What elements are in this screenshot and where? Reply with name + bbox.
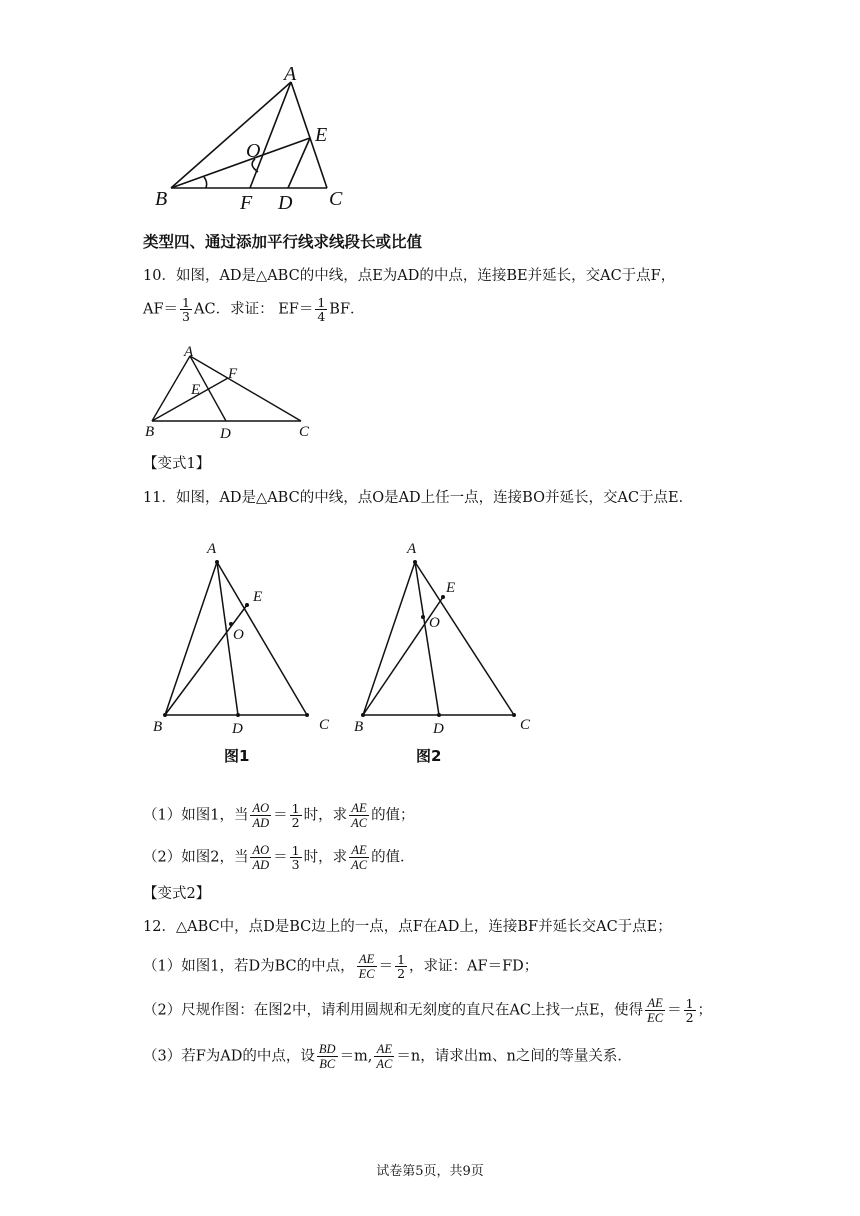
fraction: $\frac{BD}{BC}$ (318, 1042, 336, 1071)
fig1-caption: 图1 (224, 747, 250, 765)
label-E: E (191, 382, 201, 398)
q12-part2 (143, 996, 712, 1025)
label-C: C (319, 717, 330, 733)
section-heading: 类型四、通过添加平行线求线段长或比值 (143, 233, 423, 251)
part-suffix: 的值； (371, 807, 415, 824)
part-suffix: 的值． (371, 849, 415, 866)
part-suffix: ＝n，请求出m、n之间的等量关系． (396, 1048, 632, 1065)
label-O: O (233, 627, 244, 643)
q10-cond-lhs: AF＝ (143, 301, 179, 318)
equals: ＝ (378, 958, 394, 975)
figure-q11-fig2-svg (350, 535, 550, 775)
q12-line1 (143, 916, 672, 938)
q11-number: 11． (143, 490, 176, 506)
q12-part1 (143, 952, 538, 981)
q10-line2 (143, 296, 365, 323)
part-prefix: （1）如图1，当 (143, 807, 249, 824)
label-C: C (329, 188, 343, 210)
label-D: D (220, 426, 231, 442)
label-O: O (246, 140, 261, 162)
fraction: $\frac{AE}{EC}$ (647, 996, 664, 1025)
figure-q11-fig2 (350, 535, 550, 779)
fraction: $\frac{AE}{EC}$ (358, 952, 375, 981)
q12-part3 (143, 1042, 632, 1071)
variant2-label: 【变式2】 (143, 886, 211, 902)
q11-part1 (143, 801, 415, 830)
label-C: C (520, 717, 531, 733)
label-B: B (354, 719, 364, 735)
fraction: $\frac{1}{3}$ (291, 843, 300, 872)
q11-text: 如图，AD是△ABC的中线，点O是AD上任一点，连接BO并延长，交AC于点E． (175, 490, 694, 506)
figure-top-triangle (140, 65, 360, 219)
q10-intro: 如图，AD是△ABC的中线，点E为AD的中点，连接BE并延长，交AC于点F， (175, 268, 676, 284)
fraction: $\frac{AE}{AC}$ (376, 1042, 393, 1071)
part-prefix: （3）若F为AD的中点，设 (143, 1048, 315, 1065)
fig2-caption: 图2 (416, 747, 442, 765)
fraction: $\frac{1}{2}$ (397, 952, 406, 981)
q11-part2 (143, 843, 415, 872)
fraction: $\frac{AO}{AD}$ (252, 801, 270, 830)
label-D: D (232, 721, 243, 737)
q11-line1 (143, 487, 693, 509)
part-suffix: ，求证：AF＝FD； (409, 958, 539, 975)
part-prefix: （2）如图2，当 (143, 849, 249, 866)
figure-q11-fig1-svg (150, 535, 350, 775)
label-E: E (253, 589, 263, 605)
label-A: A (407, 541, 417, 557)
label-F: F (228, 366, 238, 382)
part-mid: 时，求 (303, 807, 348, 824)
q10-eq-rhs: BF． (329, 301, 365, 318)
part-mid: ＝m, (339, 1048, 373, 1065)
fraction: $\frac{AE}{AC}$ (351, 843, 368, 872)
equals: ＝ (667, 1002, 682, 1019)
label-B: B (153, 719, 163, 735)
q10-cond-rhs: AC．求证： (194, 301, 274, 318)
label-B: B (155, 188, 168, 210)
fraction: $\frac{AO}{AD}$ (252, 843, 270, 872)
q10-number: 10． (143, 268, 176, 284)
page-footer: 试卷第5页，共9页 (376, 1164, 484, 1179)
label-D: D (433, 721, 444, 737)
label-D: D (278, 192, 293, 214)
q10-line1 (143, 265, 675, 287)
label-A: A (284, 63, 297, 85)
fraction: $\frac{1}{2}$ (291, 801, 300, 830)
label-C: C (299, 424, 310, 440)
label-A: A (207, 541, 217, 557)
part-prefix: （2）尺规作图：在图2中，请利用圆规和无刻度的直尺在AC上找一点E，使得 (143, 1002, 644, 1019)
fraction: $\frac{1}{4}$ (317, 295, 326, 324)
figure-q10-svg (140, 340, 330, 445)
q12-text: △ABC中，点D是BC边上的一点，点F在AD上，连接BF并延长交AC于点E； (175, 919, 672, 935)
q12-number: 12． (143, 919, 176, 935)
label-B: B (145, 424, 155, 440)
label-E: E (315, 124, 328, 146)
part-mid: 时，求 (303, 849, 348, 866)
label-E: E (446, 580, 456, 596)
figure-top-svg (140, 65, 360, 215)
part-prefix: （1）如图1，若D为BC的中点， (143, 958, 355, 975)
part-suffix: ； (697, 1002, 713, 1019)
equals: ＝ (273, 849, 288, 866)
figure-q10-triangle (140, 340, 330, 449)
fraction: $\frac{1}{3}$ (182, 295, 190, 324)
equals: ＝ (273, 807, 288, 824)
fraction: $\frac{1}{2}$ (685, 996, 694, 1025)
label-A: A (184, 344, 194, 360)
label-F: F (240, 192, 253, 214)
label-O: O (429, 615, 440, 631)
fraction: $\frac{AE}{AC}$ (351, 801, 368, 830)
q10-eq-lhs: EF＝ (278, 301, 314, 318)
figure-q11-fig1 (150, 535, 350, 779)
variant1-label: 【变式1】 (143, 456, 211, 472)
